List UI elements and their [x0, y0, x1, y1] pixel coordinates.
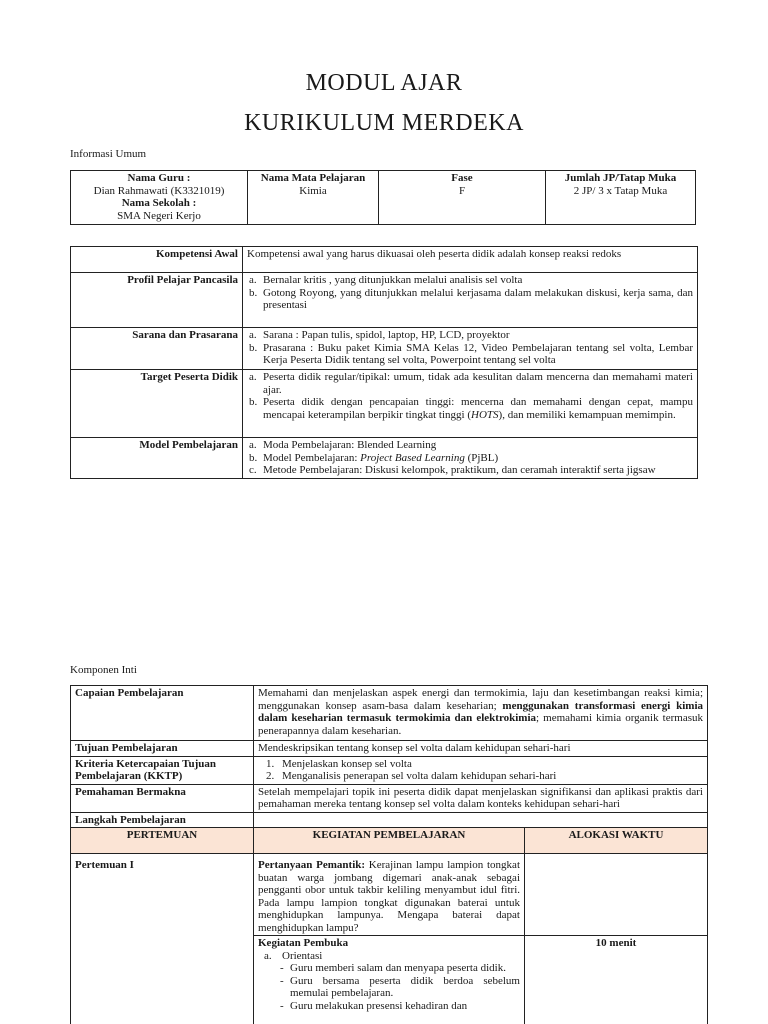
- info-table: [70, 170, 696, 225]
- model-cell: [243, 438, 698, 479]
- model-item: a. Moda Pembelajaran: Blended Learning: [249, 439, 437, 451]
- profil-item: b. Gotong Royong, yang ditunjukkan melalui kerjasama dalam melakukan diskusi, kerja sama, dan presentasi: [249, 286, 693, 311]
- document-subtitle: KURIKULUM MERDEKA: [244, 110, 524, 136]
- target-item: b. Peserta didik dengan pencapaian tinggi: mencerna dan memahami dengan cepat, mampu mencapai keterampilan berpikir tingkat tinggi (HOTS), dan memiliki kemampuan memimpin.: [249, 396, 693, 421]
- sekolah-label: Nama Sekolah :: [121, 197, 197, 209]
- sekolah-name: SMA Negeri Kerjo: [117, 209, 201, 222]
- fase-value: F: [458, 184, 466, 197]
- sarana-cell: [243, 328, 698, 370]
- section-label-informasi-umum: Informasi Umum: [70, 148, 147, 160]
- kktp-item: 2. Menganalisis penerapan sel volta dalam kehidupan sehari-hari: [266, 770, 557, 782]
- pertemuan-1-label: Pertemuan I: [71, 854, 254, 1024]
- orientasi-item: - Guru melakukan presensi kehadiran dan: [280, 999, 468, 1012]
- orientasi-item: - Guru memberi salam dan menyapa peserta didik.: [280, 962, 506, 974]
- tp-label: Tujuan Pembelajaran: [71, 741, 254, 757]
- info-cell-jp: [546, 171, 696, 225]
- sarana-item: b. Prasarana : Buku paket Kimia SMA Kelas 12, Video Pembelajaran tentang sel volta, Lembar Kerja Peserta Didik tentang sel volta, Powerpoint tentang sel volta: [249, 341, 693, 366]
- tp-value: Mendeskripsikan tentang konsep sel volta dalam kehidupan sehari-hari: [254, 741, 708, 757]
- target-label: Target Peserta Didik: [71, 370, 243, 438]
- pembuka-time: 10 menit: [525, 936, 708, 1024]
- sarana-label: Sarana dan Prasarana: [71, 328, 243, 370]
- langkah-label: Langkah Pembelajaran: [71, 812, 254, 828]
- col-header-pertemuan: PERTEMUAN: [71, 828, 254, 854]
- cp-label: Capaian Pembelajaran: [71, 686, 254, 741]
- col-header-alokasi: ALOKASI WAKTU: [525, 828, 708, 854]
- target-item: a. Peserta didik regular/tipikal: umum, tidak ada kesulitan dalam mencerna dan memahami materi ajar.: [249, 371, 693, 396]
- pb-label: Pemahaman Bermakna: [71, 784, 254, 812]
- model-item: c. Metode Pembelajaran: Diskusi kelompok, praktikum, dan ceramah interaktif serta jigsaw: [249, 464, 656, 476]
- section-label-komponen-inti: Komponen Inti: [70, 664, 137, 676]
- model-item: b. Model Pembelajaran: Project Based Learning (PjBL): [249, 451, 499, 464]
- pembuka-cell: [254, 936, 525, 1024]
- kktp-cell: [254, 756, 708, 784]
- pemantik-cell: Pertanyaan Pemantik: Kerajinan lampu lampion tongkat buatan warga jombang digemari anak-anak sebagai pengganti obor untuk takbir keliling menyambut idul fitri. Pada lampu lampion tongkat digunakan baterai untuk menghidupkan lampunya. Mengapa baterai dapat menghidupkan lampu?: [254, 854, 525, 936]
- alokasi-empty: [525, 854, 708, 936]
- cp-value: Memahami dan menjelaskan aspek energi dan termokimia, laju dan kesetimbangan reaksi kimia; menggunakan konsep asam-basa dalam keseharian; menggunakan transformasi energi kimia dalam keseharian termasuk termokimia dan elektrokimia; memahami kimia organik termasuk penerapannya dalam keseharian.: [254, 686, 708, 741]
- pembuka-label: Kegiatan Pembuka: [258, 937, 349, 949]
- kktp-label: Kriteria Ketercapaian Tujuan Pembelajaran (KKTP): [71, 756, 254, 784]
- pb-value: Setelah mempelajari topik ini peserta didik dapat menjelaskan signifikansi dan aplikasi praktis dari pemahaman mereka tentang konsep sel volta dalam konteks kehidupan sehari-hari: [254, 784, 708, 812]
- profil-label: Profil Pelajar Pancasila: [71, 273, 243, 328]
- inti-table: [70, 685, 708, 1024]
- kompetensi-label: Kompetensi Awal: [71, 247, 243, 273]
- mapel-label: Nama Mata Pelajaran: [260, 172, 366, 184]
- kompetensi-value: Kompetensi awal yang harus dikuasai oleh peserta didik adalah konsep reaksi redoks: [243, 247, 698, 273]
- jp-value: 2 JP/ 3 x Tatap Muka: [573, 184, 668, 197]
- fase-label: Fase: [451, 172, 473, 184]
- detail-table: [70, 246, 698, 479]
- info-cell-guru: [71, 171, 248, 225]
- col-header-kegiatan: KEGIATAN PEMBELAJARAN: [254, 828, 525, 854]
- guru-label: Nama Guru :: [127, 172, 191, 184]
- orientasi-heading: a. Orientasi: [264, 949, 323, 962]
- profil-cell: [243, 273, 698, 328]
- mapel-value: Kimia: [299, 184, 327, 197]
- sarana-item: a. Sarana : Papan tulis, spidol, laptop, HP, LCD, proyektor: [249, 329, 510, 341]
- langkah-empty: [254, 812, 708, 828]
- profil-item: a. Bernalar kritis , yang ditunjukkan melalui analisis sel volta: [249, 274, 523, 286]
- info-cell-fase: [379, 171, 546, 225]
- orientasi-item: - Guru bersama peserta didik berdoa sebelum memulai pembelajaran.: [280, 974, 520, 999]
- guru-name: Dian Rahmawati (K3321019): [93, 184, 225, 197]
- target-cell: [243, 370, 698, 438]
- document-title: MODUL AJAR: [305, 70, 463, 96]
- jp-label: Jumlah JP/Tatap Muka: [564, 172, 677, 184]
- info-cell-mapel: [248, 171, 379, 225]
- model-label: Model Pembelajaran: [71, 438, 243, 479]
- kktp-item: 1. Menjelaskan konsep sel volta: [266, 757, 412, 770]
